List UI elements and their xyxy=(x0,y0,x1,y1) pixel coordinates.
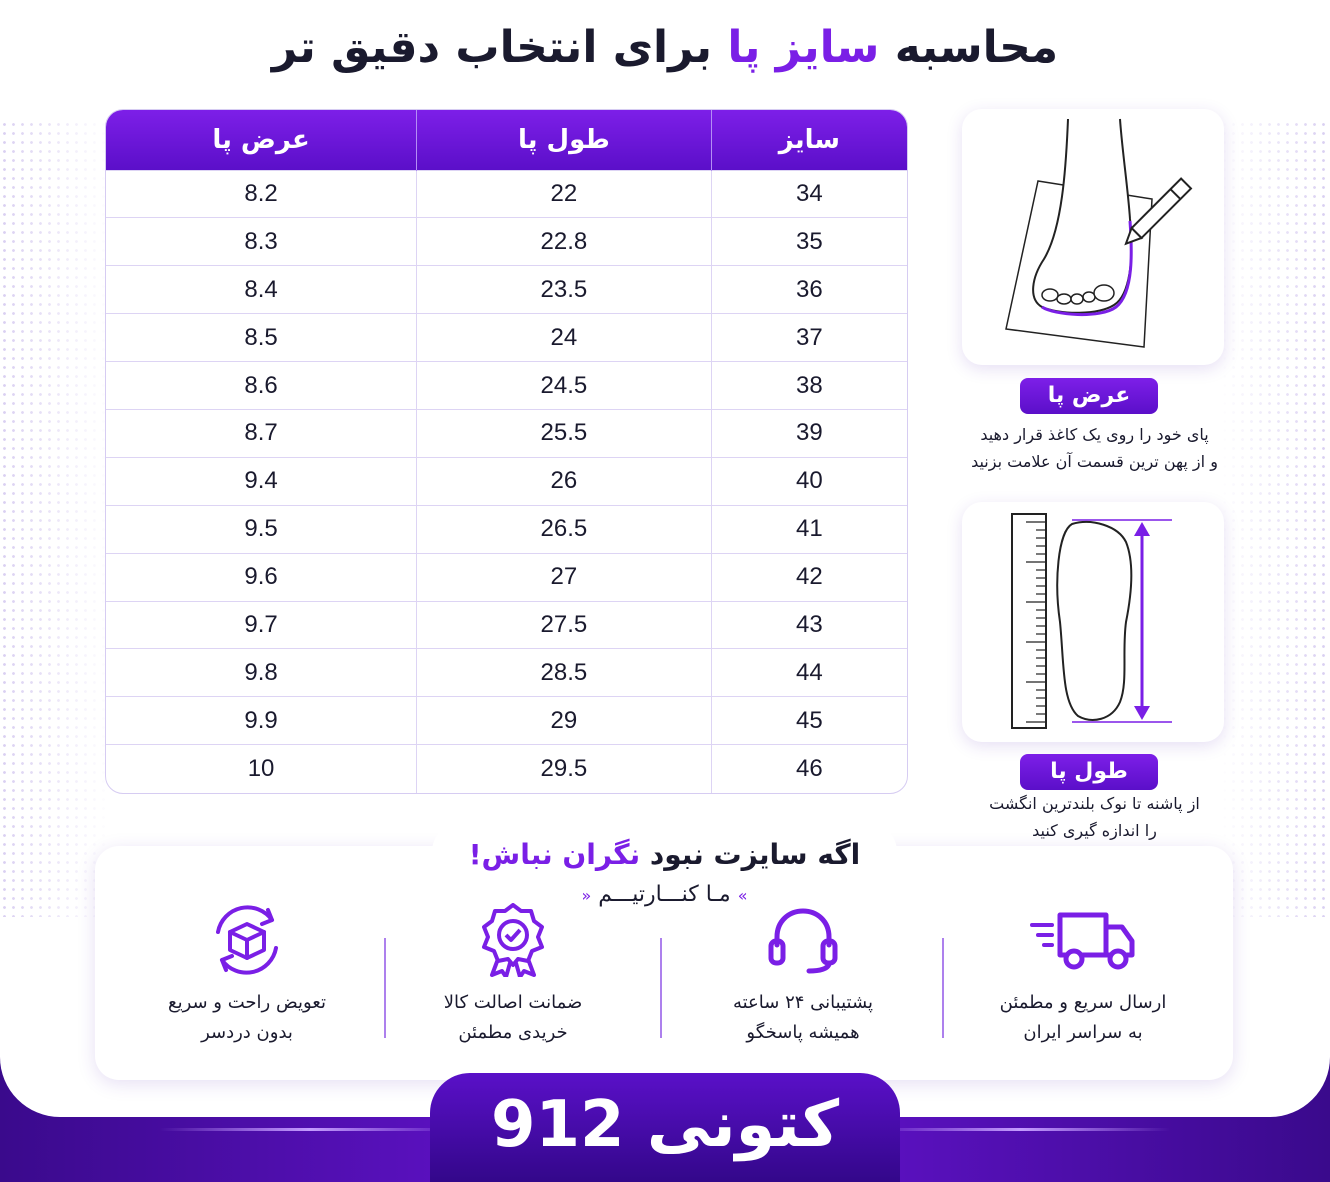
length-guide-label: طول پا xyxy=(1020,754,1158,790)
cell-size: 38 xyxy=(711,362,907,410)
cell-foot-width: 9.5 xyxy=(106,505,417,553)
cell-size: 43 xyxy=(711,601,907,649)
cell-size: 45 xyxy=(711,697,907,745)
cell-size: 41 xyxy=(711,505,907,553)
length-guide-text xyxy=(952,790,1237,844)
cell-size: 46 xyxy=(711,745,907,793)
table-header-row xyxy=(106,110,907,170)
cell-foot-width: 9.9 xyxy=(106,697,417,745)
cell-size: 39 xyxy=(711,409,907,457)
feature-delivery-line1: ارسال سریع و مطمئن xyxy=(999,992,1167,1013)
reassurance-title-part1: اگه سایزت نبود xyxy=(649,838,861,871)
headset-support-icon xyxy=(683,900,923,980)
cell-foot-width: 9.7 xyxy=(106,601,417,649)
title-part1: محاسبه xyxy=(894,22,1059,73)
table-row xyxy=(106,362,907,410)
length-guide-card xyxy=(962,502,1224,742)
table-row xyxy=(106,266,907,314)
header-foot-width: عرض پا xyxy=(106,110,417,170)
cell-size: 36 xyxy=(711,266,907,314)
chevron-right-icon: » xyxy=(737,886,748,905)
chevron-left-icon: « xyxy=(581,886,592,905)
delivery-truck-icon xyxy=(963,900,1203,980)
width-guide-line1: پای خود را روی یک کاغذ قرار دهید xyxy=(980,425,1209,444)
feature-divider xyxy=(660,938,662,1038)
header-foot-length: طول پا xyxy=(417,110,712,170)
feature-support-line1: پشتیبانی ۲۴ ساعته xyxy=(732,992,874,1013)
feature-divider xyxy=(942,938,944,1038)
width-guide-card xyxy=(962,109,1224,365)
foot-ruler-icon xyxy=(962,502,1224,742)
cell-foot-length: 26.5 xyxy=(417,505,712,553)
table-row xyxy=(106,649,907,697)
cell-foot-width: 8.3 xyxy=(106,218,417,266)
cell-foot-width: 10 xyxy=(106,745,417,793)
width-guide-line2: و از پهن ترین قسمت آن علامت بزنید xyxy=(971,452,1218,471)
cell-foot-length: 23.5 xyxy=(417,266,712,314)
cell-foot-length: 24 xyxy=(417,314,712,362)
brand-logo: کتونی 912 xyxy=(430,1073,900,1182)
cell-foot-width: 9.4 xyxy=(106,457,417,505)
reassurance-subtitle: مـا کنـــارتیـــم xyxy=(598,882,731,907)
length-guide-line1: از پاشنه تا نوک بلندترین انگشت xyxy=(989,794,1200,813)
title-accent: سایز پا xyxy=(727,22,880,73)
decorative-dots-left xyxy=(0,120,110,940)
exchange-box-icon xyxy=(127,900,367,980)
cell-size: 40 xyxy=(711,457,907,505)
feature-support-line2: همیشه پاسخگو xyxy=(746,1022,860,1043)
quality-badge-icon xyxy=(393,900,633,980)
header-size: سایز xyxy=(711,110,907,170)
title-part2: برای انتخاب دقیق تر xyxy=(271,22,713,73)
table-row xyxy=(106,697,907,745)
cell-foot-width: 8.7 xyxy=(106,409,417,457)
cell-foot-length: 27.5 xyxy=(417,601,712,649)
cell-foot-width: 8.4 xyxy=(106,266,417,314)
cell-foot-length: 25.5 xyxy=(417,409,712,457)
feature-authenticity-line2: خریدی مطمئن xyxy=(458,1022,568,1043)
table-row xyxy=(106,409,907,457)
feature-divider xyxy=(384,938,386,1038)
feature-authenticity xyxy=(393,900,633,1048)
cell-foot-length: 26 xyxy=(417,457,712,505)
foot-trace-icon xyxy=(962,109,1224,365)
cell-foot-length: 29.5 xyxy=(417,745,712,793)
feature-exchange-line1: تعویض راحت و سریع xyxy=(167,992,326,1013)
feature-delivery-line2: به سراسر ایران xyxy=(1023,1022,1143,1043)
page-title xyxy=(0,22,1330,73)
cell-foot-length: 22.8 xyxy=(417,218,712,266)
width-guide-label: عرض پا xyxy=(1020,378,1158,414)
brand-accent-line-right xyxy=(870,1128,1170,1131)
reassurance-title-accent: نگران نباش! xyxy=(468,838,641,871)
feature-delivery xyxy=(963,900,1203,1048)
cell-foot-width: 8.6 xyxy=(106,362,417,410)
feature-exchange xyxy=(127,900,367,1048)
table-row xyxy=(106,553,907,601)
table-row xyxy=(106,457,907,505)
brand-accent-line-left xyxy=(160,1128,460,1131)
cell-foot-length: 27 xyxy=(417,553,712,601)
cell-size: 44 xyxy=(711,649,907,697)
reassurance-title xyxy=(432,838,897,871)
length-guide-line2: را اندازه گیری کنید xyxy=(1032,821,1157,840)
cell-foot-width: 9.8 xyxy=(106,649,417,697)
cell-foot-width: 9.6 xyxy=(106,553,417,601)
cell-size: 42 xyxy=(711,553,907,601)
cell-foot-width: 8.2 xyxy=(106,170,417,218)
table-row xyxy=(106,505,907,553)
table-row xyxy=(106,170,907,218)
table-row xyxy=(106,601,907,649)
cell-size: 35 xyxy=(711,218,907,266)
cell-size: 34 xyxy=(711,170,907,218)
table-row xyxy=(106,218,907,266)
feature-support xyxy=(683,900,923,1048)
cell-size: 37 xyxy=(711,314,907,362)
table-row xyxy=(106,745,907,793)
width-guide-text xyxy=(952,421,1237,475)
feature-exchange-line2: بدون دردسر xyxy=(201,1022,293,1043)
cell-foot-length: 28.5 xyxy=(417,649,712,697)
feature-authenticity-line1: ضمانت اصالت کالا xyxy=(443,992,583,1013)
cell-foot-length: 29 xyxy=(417,697,712,745)
table-row xyxy=(106,314,907,362)
cell-foot-length: 24.5 xyxy=(417,362,712,410)
cell-foot-width: 8.5 xyxy=(106,314,417,362)
size-table xyxy=(105,109,908,794)
cell-foot-length: 22 xyxy=(417,170,712,218)
